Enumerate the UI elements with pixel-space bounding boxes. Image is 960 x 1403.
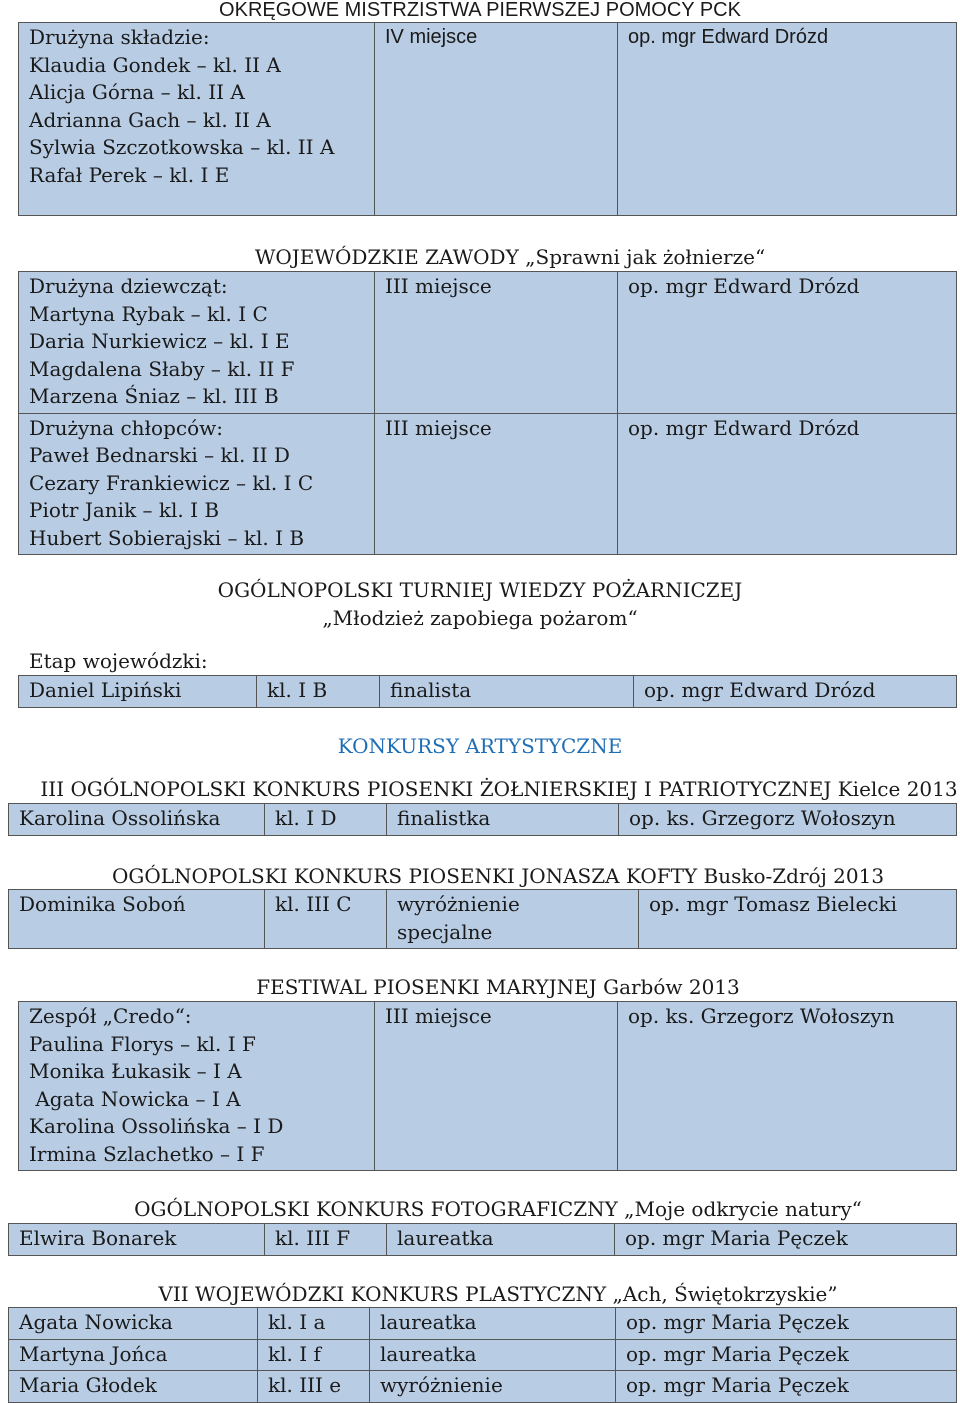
participant-class: kl. III F bbox=[265, 1224, 387, 1256]
team-member: Karolina Ossolińska – I D bbox=[29, 1114, 284, 1138]
art-table bbox=[8, 1307, 957, 1403]
participant-award bbox=[387, 890, 639, 949]
team-member: Rafał Perek – kl. I E bbox=[29, 162, 230, 187]
team-member: Daria Nurkiewicz – kl. I E bbox=[29, 329, 290, 353]
team-member: Magdalena Słaby – kl. II F bbox=[29, 356, 295, 381]
team-line: Drużyna składzie: bbox=[29, 25, 210, 49]
team-member: Adrianna Gach – kl. II A bbox=[29, 107, 271, 132]
team-member: Piotr Janik – kl. I B bbox=[29, 498, 220, 522]
table-row bbox=[9, 1339, 957, 1371]
participant-name: Karolina Ossolińska bbox=[9, 804, 265, 836]
team-member: Monika Łukasik – I A bbox=[29, 1059, 242, 1083]
participant-teacher: op. ks. Grzegorz Wołoszyn bbox=[619, 804, 957, 836]
participant-class: kl. III C bbox=[265, 890, 387, 949]
marian-teacher: op. ks. Grzegorz Wołoszyn bbox=[618, 1002, 957, 1171]
participant-teacher: op. mgr Maria Pęczek bbox=[616, 1339, 957, 1371]
team-member: Klaudia Gondek – kl. II A bbox=[29, 52, 281, 77]
team-member: Martyna Rybak – kl. I C bbox=[29, 301, 268, 326]
participant-class: kl. I a bbox=[258, 1308, 370, 1340]
soldier-song-table bbox=[8, 803, 957, 836]
participant-name: Martyna Jońca bbox=[9, 1339, 258, 1371]
participant-name: Elwira Bonarek bbox=[9, 1224, 265, 1256]
girls-place: III miejsce bbox=[375, 272, 618, 414]
participant-award: finalista bbox=[380, 676, 634, 708]
marian-table bbox=[18, 1001, 957, 1171]
participant-teacher: op. mgr Maria Pęczek bbox=[615, 1224, 957, 1256]
participant-name: Dominika Soboń bbox=[9, 890, 265, 949]
soldiers-table bbox=[18, 271, 957, 555]
participant-name: Maria Głodek bbox=[9, 1371, 258, 1403]
participant-teacher: op. mgr Tomasz Bielecki bbox=[639, 890, 957, 949]
first-aid-team-cell bbox=[19, 23, 375, 216]
team-member: Agata Nowicka – I A bbox=[29, 1086, 241, 1111]
participant-award: finalistka bbox=[387, 804, 619, 836]
photo-table bbox=[8, 1223, 957, 1256]
first-aid-table bbox=[18, 22, 957, 216]
contest-title-fire: OGÓLNOPOLSKI TURNIEJ WIEDZY POŻARNICZEJ bbox=[217, 578, 743, 602]
team-member: Hubert Sobierajski – kl. I B bbox=[29, 525, 305, 550]
stage-label: Etap wojewódzki: bbox=[29, 649, 208, 673]
participant-class: kl. III e bbox=[258, 1371, 370, 1403]
boys-team-cell bbox=[19, 413, 375, 555]
team-member: Irmina Szlachetko – I F bbox=[29, 1141, 265, 1166]
award-line: specjalne bbox=[397, 919, 493, 944]
participant-award: laureatka bbox=[387, 1224, 615, 1256]
team-member: Paulina Florys – kl. I F bbox=[29, 1031, 256, 1056]
participant-name: Daniel Lipiński bbox=[19, 676, 257, 708]
kofta-table bbox=[8, 889, 957, 949]
section-header-artistic: KONKURSY ARTYSTYCZNE bbox=[337, 734, 623, 758]
first-aid-teacher: op. mgr Edward Drózd bbox=[618, 23, 957, 216]
table-row bbox=[9, 1308, 957, 1340]
team-member: Alicja Górna – kl. II A bbox=[29, 80, 245, 104]
first-aid-place: IV miejsce bbox=[375, 23, 618, 216]
girls-team-cell bbox=[19, 272, 375, 414]
marian-team-cell bbox=[19, 1002, 375, 1171]
contest-title-art: VII WOJEWÓDZKI KONKURS PLASTYCZNY „Ach, Świętokrzyskie” bbox=[158, 1282, 838, 1306]
contest-title-kofta: OGÓLNOPOLSKI KONKURS PIOSENKI JONASZA KOFTY Busko-Zdrój 2013 bbox=[111, 864, 885, 888]
participant-teacher: op. mgr Edward Drózd bbox=[634, 676, 957, 708]
participant-name: Agata Nowicka bbox=[9, 1308, 258, 1340]
team-member: Paweł Bednarski – kl. II D bbox=[29, 443, 290, 467]
team-line: Drużyna dziewcząt: bbox=[29, 274, 228, 298]
participant-award: laureatka bbox=[370, 1339, 616, 1371]
team-member: Cezary Frankiewicz – kl. I C bbox=[29, 470, 314, 495]
participant-class: kl. I D bbox=[265, 804, 387, 836]
team-member: Sylwia Szczotkowska – kl. II A bbox=[29, 135, 335, 159]
team-line: Zespół „Credo“: bbox=[29, 1004, 192, 1028]
contest-title-photo: OGÓLNOPOLSKI KONKURS FOTOGRAFICZNY „Moje odkrycie natury“ bbox=[134, 1197, 862, 1221]
marian-place: III miejsce bbox=[375, 1002, 618, 1171]
fire-table bbox=[18, 675, 957, 708]
contest-subtitle-fire: „Młodzież zapobiega pożarom“ bbox=[322, 606, 638, 630]
participant-award: laureatka bbox=[370, 1308, 616, 1340]
participant-class: kl. I f bbox=[258, 1339, 370, 1371]
participant-award: wyróżnienie bbox=[370, 1371, 616, 1403]
participant-teacher: op. mgr Maria Pęczek bbox=[616, 1371, 957, 1403]
boys-teacher: op. mgr Edward Drózd bbox=[618, 413, 957, 555]
award-line: wyróżnienie bbox=[397, 892, 520, 916]
contest-title-soldiers: WOJEWÓDZKIE ZAWODY „Sprawni jak żołnierze“ bbox=[254, 245, 766, 269]
participant-class: kl. I B bbox=[257, 676, 380, 708]
contest-title-first-aid: OKRĘGOWE MISTRZISTWA PIERWSZEJ POMOCY PCK bbox=[219, 0, 741, 21]
team-member: Marzena Śniaz – kl. III B bbox=[29, 384, 279, 408]
team-line: Drużyna chłopców: bbox=[29, 415, 223, 440]
boys-place: III miejsce bbox=[375, 413, 618, 555]
contest-title-soldier-song: III OGÓLNOPOLSKI KONKURS PIOSENKI ŻOŁNIERSKIEJ I PATRIOTYCZNEJ Kielce 2013 bbox=[40, 777, 958, 801]
table-row bbox=[9, 1371, 957, 1403]
participant-teacher: op. mgr Maria Pęczek bbox=[616, 1308, 957, 1340]
girls-teacher: op. mgr Edward Drózd bbox=[618, 272, 957, 414]
contest-title-marian: FESTIWAL PIOSENKI MARYJNEJ Garbów 2013 bbox=[256, 975, 740, 999]
